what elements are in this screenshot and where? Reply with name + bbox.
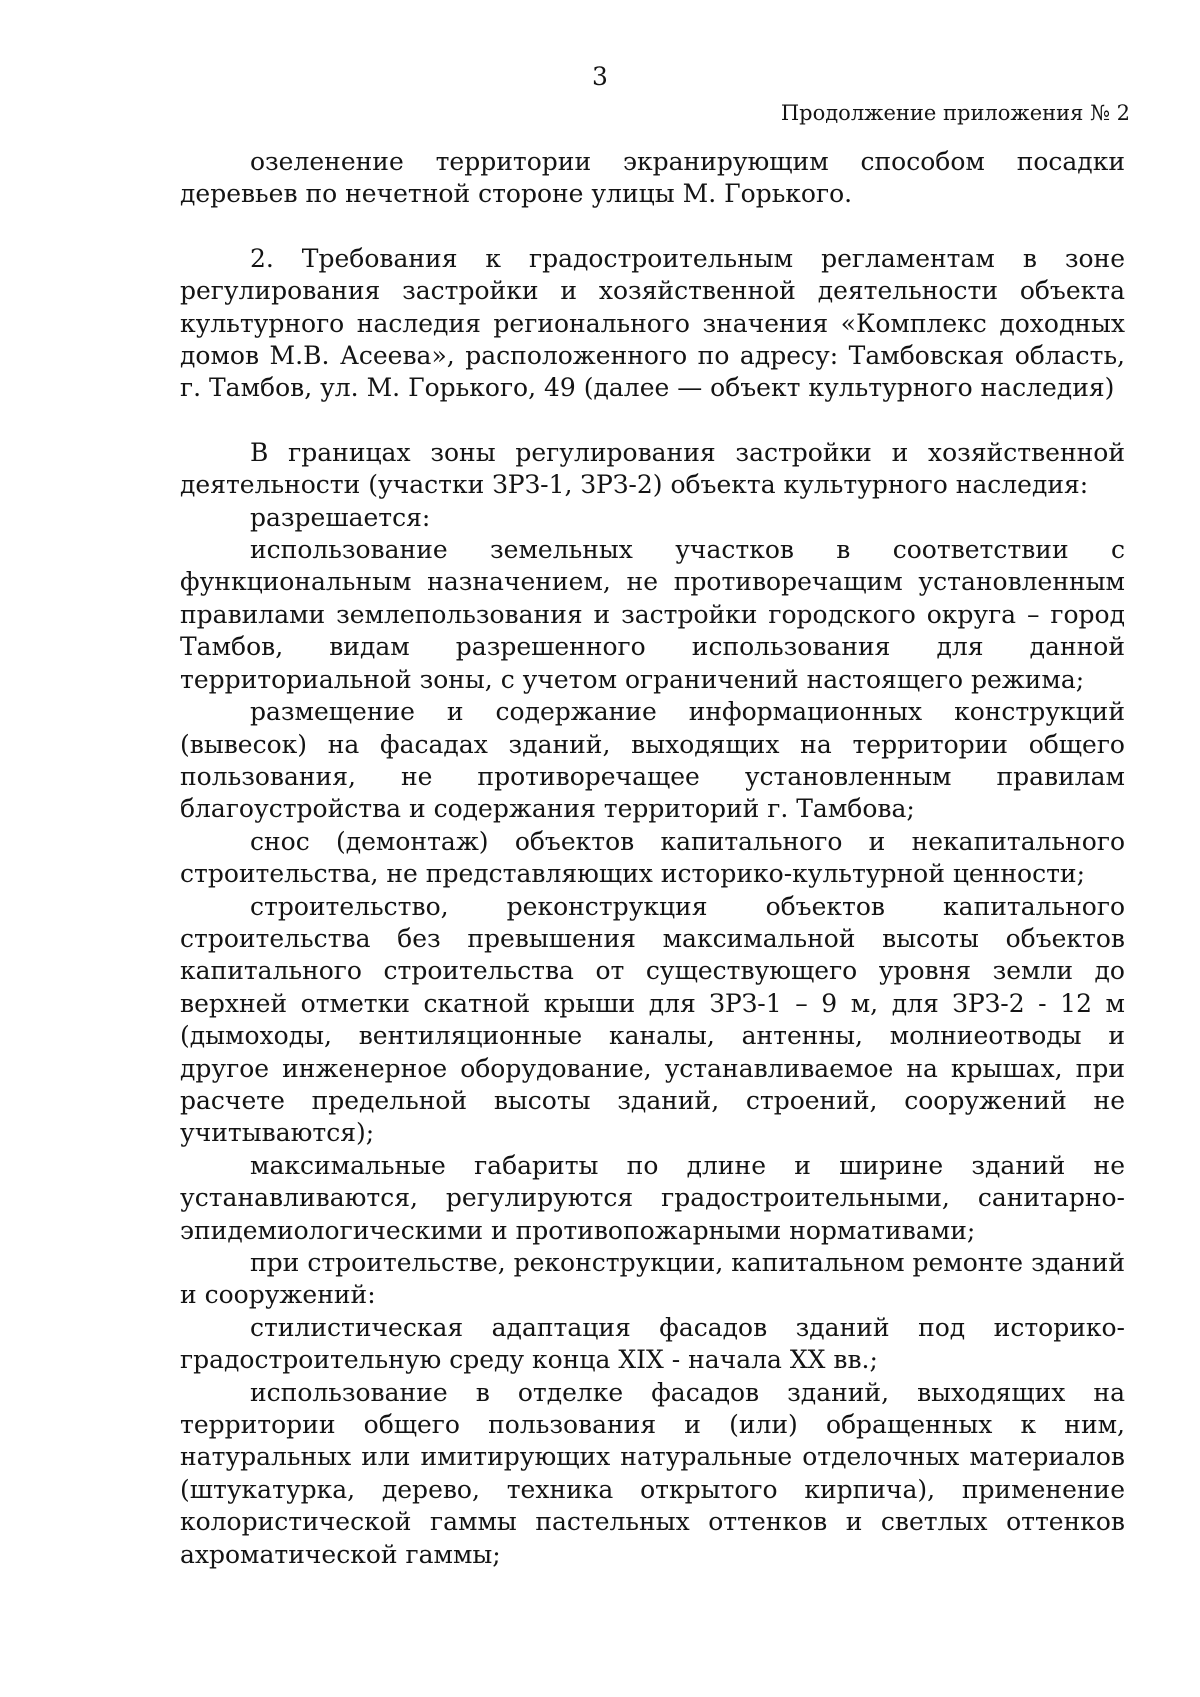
paragraph-greening: озеленение территории экранирующим способом посадки деревьев по нечетной стороне улицы М. Горького. — [180, 147, 1125, 209]
permitted-label: разрешается: — [250, 502, 431, 532]
page-number: 3 — [592, 62, 608, 91]
list-item-stylistic-adaptation: стилистическая адаптация фасадов зданий под историко-градостроительную среду конца XIX - начала XX вв.; — [180, 1312, 1125, 1375]
list-item-demolition: снос (демонтаж) объектов капитального и некапитального строительства, не представляющих историко-культурной ценности; — [180, 826, 1125, 889]
paragraph-gap — [180, 211, 1125, 243]
list-item-construction-height: строительство, реконструкция объектов капитального строительства без превышения максимальной высоты объектов капитального строительства от существующего уровня земли до верхней отметки скатной крыши для ЗРЗ-1 – 9 м, для ЗРЗ-2 - 12 м (дымоходы, вентиляционные каналы, антенны, молниеотводы и другое инженерное оборудование, устанавливаемое на крышах, при расчете предельной высоты зданий, строений, сооружений не учитываются); — [180, 891, 1125, 1148]
appendix-continuation-note: Продолжение приложения № 2 — [780, 101, 1130, 125]
paragraph-gap — [180, 405, 1125, 437]
document-body — [180, 146, 1125, 1571]
zone-boundaries-intro: В границах зоны регулирования застройки и хозяйственной деятельности (участки ЗРЗ-1, ЗРЗ-2) объекта культурного наследия: — [180, 437, 1125, 500]
list-item-dimensions: максимальные габариты по длине и ширине зданий не устанавливаются, регулируются градостроительными, санитарно-эпидемиологическими и противопожарными нормативами; — [180, 1150, 1125, 1245]
list-item-signage: размещение и содержание информационных конструкций (вывесок) на фасадах зданий, выходящих на территории общего пользования, не противоречащее установленным правилам благоустройства и содержания территорий г. Тамбова; — [180, 697, 1125, 824]
list-item-facade-materials: использование в отделке фасадов зданий, выходящих на территории общего пользования и (или) обращенных к ним, натуральных или имитирующих натуральные отделочных материалов (штукатурка, дерево, техника открытого кирпича), применение колористической гаммы пастельных оттенков и светлых оттенков ахроматической гаммы; — [180, 1377, 1125, 1569]
section-2-heading: 2. Требования к градостроительным регламентам в зоне регулирования застройки и хозяйственной деятельности объекта культурного наследия регионального значения «Комплекс доходных домов М.В. Асеева», расположенного по адресу: Тамбовская область, г. Тамбов, ул. М. Горького, 49 (далее — объект культурного наследия) — [180, 243, 1125, 403]
list-item-land-use: использование земельных участков в соответствии с функциональным назначением, не противоречащим установленным правилами землепользования и застройки городского округа – город Тамбов, видам разрешенного использования для данной территориальной зоны, с учетом ограничений настоящего режима; — [180, 535, 1125, 694]
list-item-construction-conditions: при строительстве, реконструкции, капитальном ремонте зданий и сооружений: — [180, 1248, 1125, 1310]
